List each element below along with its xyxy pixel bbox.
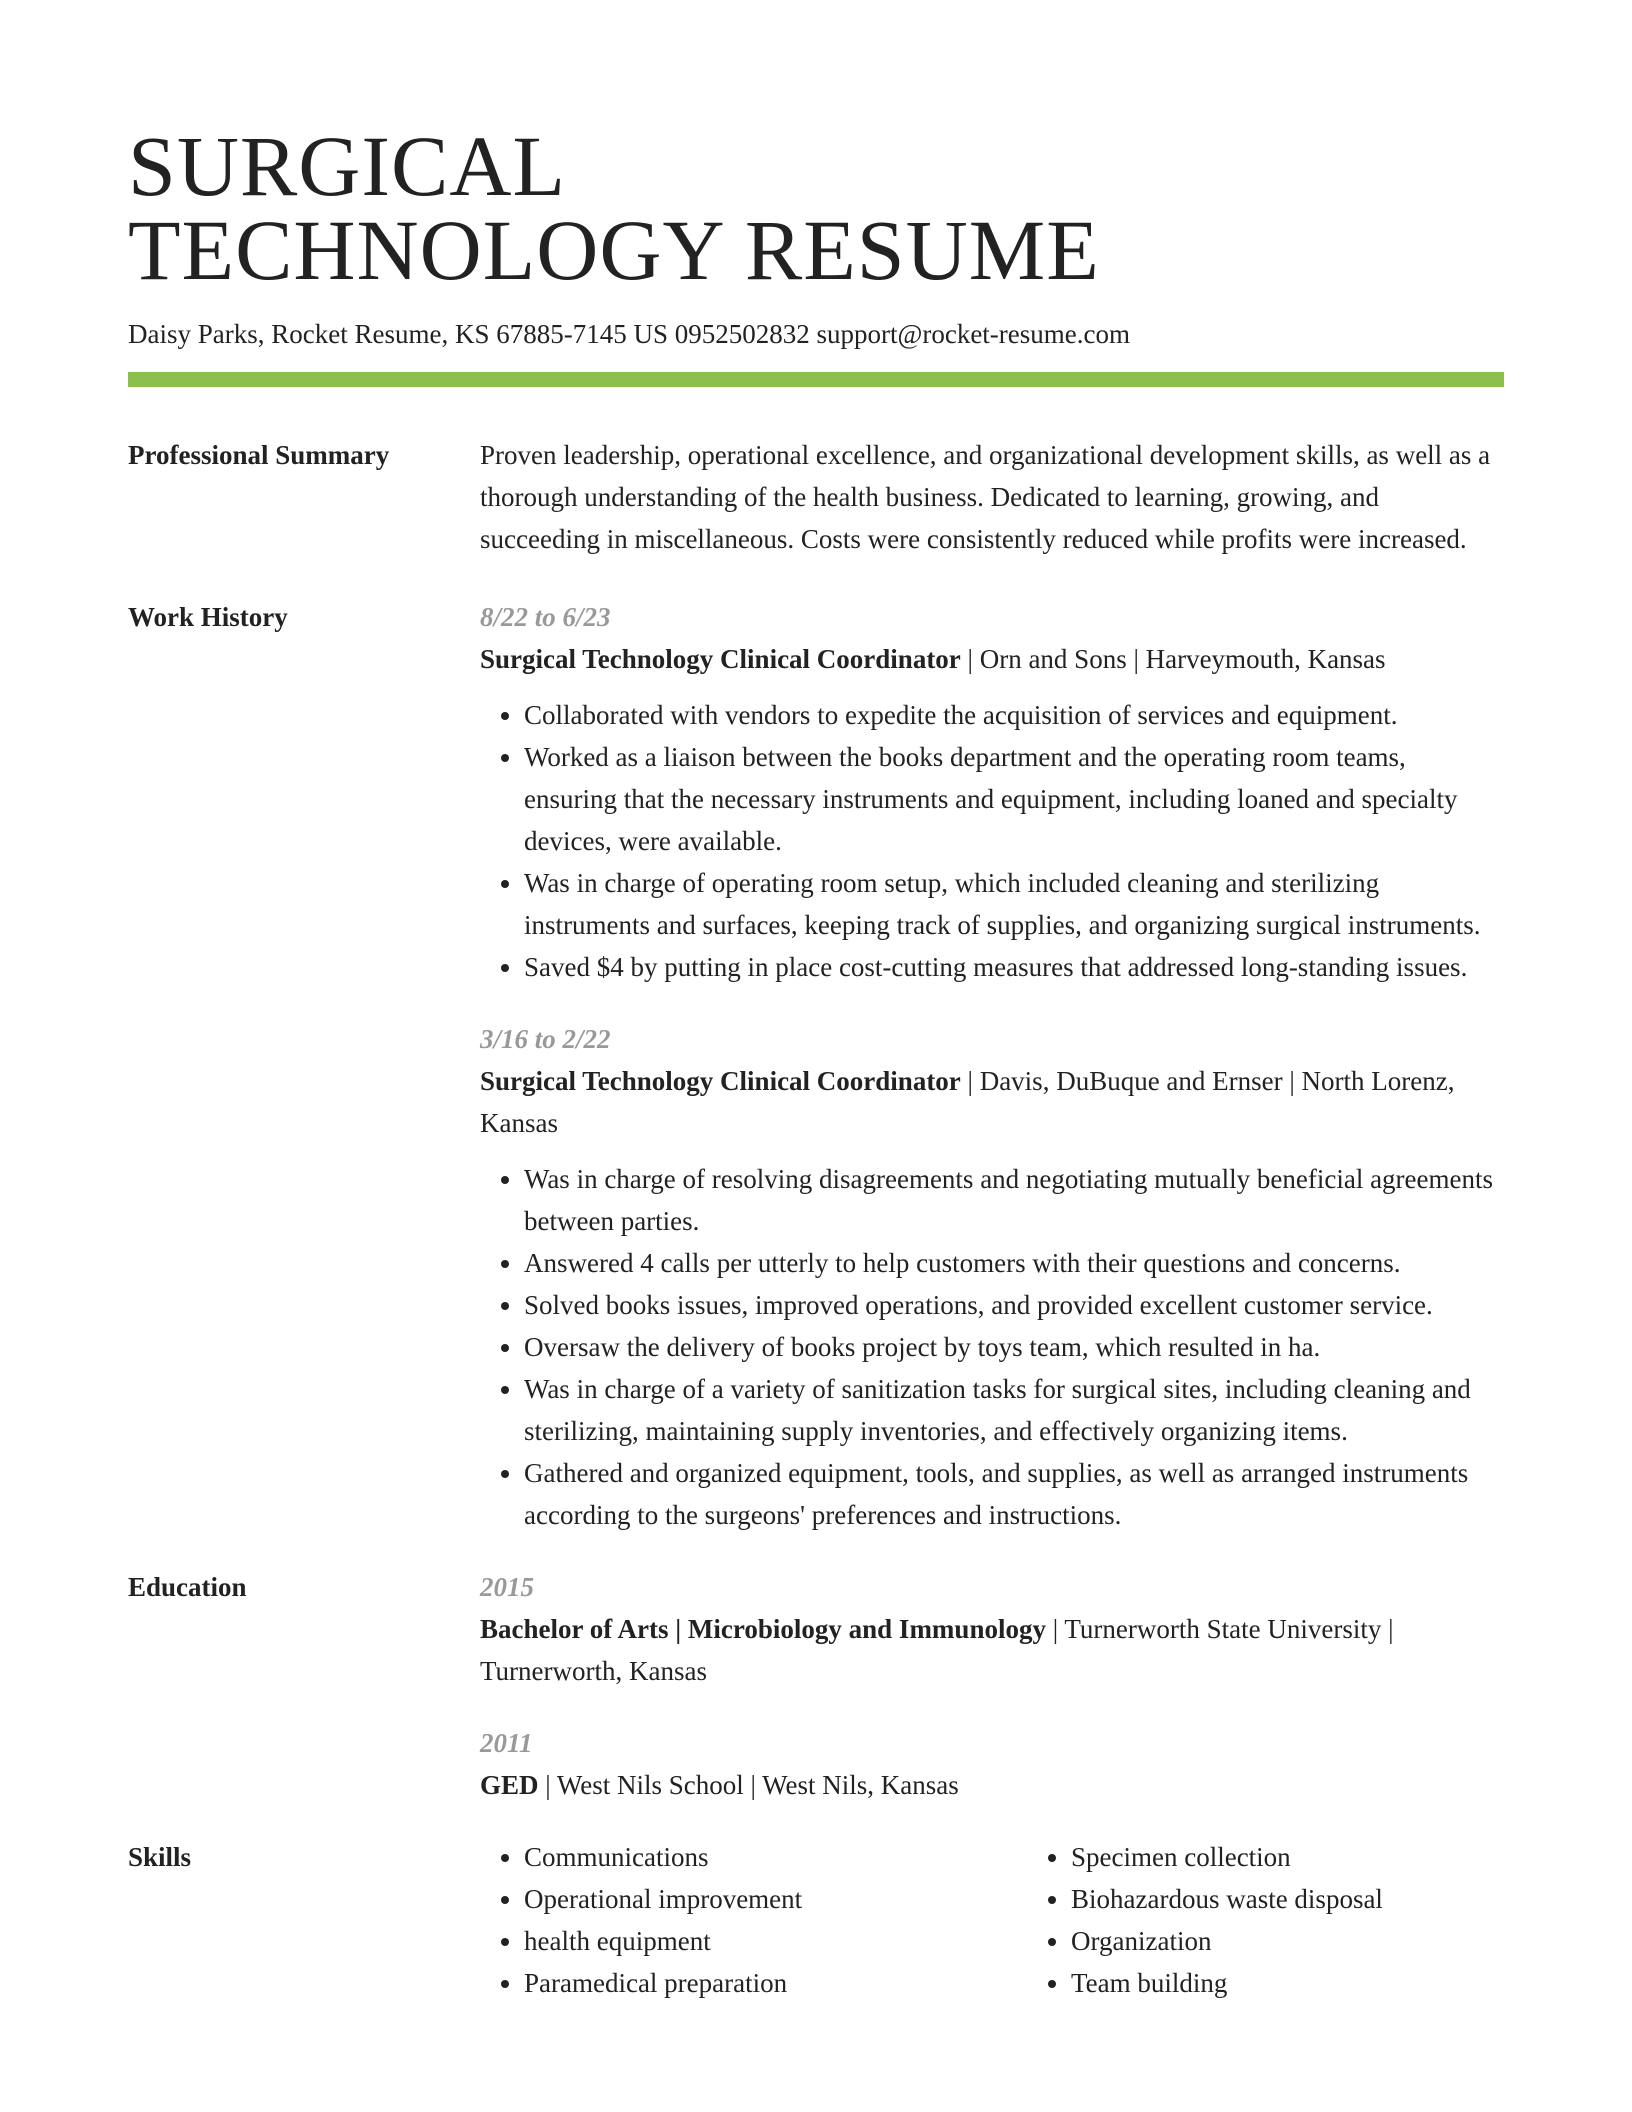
list-item: • Oversaw the delivery of books project by toys team, which resulted in ha.: [524, 1326, 1504, 1368]
list-item: • Collaborated with vendors to expedite the acquisition of services and equipment.: [524, 694, 1504, 736]
list-item: • Answered 4 calls per utterly to help customers with their questions and concerns.: [524, 1242, 1504, 1284]
school-details: | West Nils School | West Nils, Kansas: [538, 1770, 959, 1800]
list-item: • Specimen collection: [1071, 1836, 1574, 1878]
job-details: | Davis, DuBuque and Ernser | North Lorenz, Kansas: [480, 1066, 1455, 1138]
education-section: [128, 1566, 1504, 1806]
list-item: • Biohazardous waste disposal: [1071, 1878, 1574, 1920]
skills-list-right: [1027, 1836, 1574, 2004]
contact-line: Daisy Parks, Rocket Resume, KS 67885-7145 US 0952502832 support@rocket-resume.com: [128, 319, 1130, 349]
list-item: • Operational improvement: [524, 1878, 1027, 1920]
title-line-1: SURGICAL: [128, 118, 567, 214]
list-item: • Communications: [524, 1836, 1027, 1878]
job-title: Surgical Technology Clinical Coordinator: [480, 644, 961, 674]
list-item: • Worked as a liaison between the books department and the operating room teams, ensuring that the necessary instruments and equipment, including loaned and specialty devices, were available.: [524, 736, 1504, 862]
list-item: • Solved books issues, improved operations, and provided excellent customer service.: [524, 1284, 1504, 1326]
education-entry: [480, 1566, 1504, 1692]
degree-name: Bachelor of Arts | Microbiology and Immunology: [480, 1614, 1046, 1644]
work-history-section: [128, 596, 1504, 1536]
job-entry: [480, 1018, 1504, 1536]
accent-divider: [128, 372, 1504, 387]
list-item: • Was in charge of operating room setup, which included cleaning and sterilizing instruments and surfaces, keeping track of supplies, and organizing surgical instruments.: [524, 862, 1504, 946]
job-role: [480, 638, 1504, 680]
list-item: • Paramedical preparation: [524, 1962, 1027, 2004]
list-item: • Was in charge of resolving disagreements and negotiating mutually beneficial agreements between parties.: [524, 1158, 1504, 1242]
summary-text: Proven leadership, operational excellence, and organizational development skills, as well as a thorough understanding of the health business. Dedicated to learning, growing, and succeeding in miscellaneous. Costs were consistently reduced while profits were increased.: [480, 440, 1491, 554]
section-label: Skills: [128, 1842, 192, 1872]
education-entry: [480, 1722, 1504, 1806]
list-item: • Gathered and organized equipment, tools, and supplies, as well as arranged instruments according to the surgeons' preferences and instructions.: [524, 1452, 1504, 1536]
education-degree: [480, 1764, 1504, 1806]
skills-section: [128, 1836, 1504, 2004]
job-bullets: [480, 1158, 1504, 1536]
job-date: 3/16 to 2/22: [480, 1024, 611, 1054]
section-label: Education: [128, 1572, 247, 1602]
list-item: • Was in charge of a variety of sanitization tasks for surgical sites, including cleaning and sterilizing, maintaining supply inventories, and effectively organizing items.: [524, 1368, 1504, 1452]
job-role: [480, 1060, 1504, 1144]
professional-summary-section: [128, 434, 1504, 560]
section-label: Work History: [128, 602, 288, 632]
list-item: • Saved $4 by putting in place cost-cutting measures that addressed long-standing issues.: [524, 946, 1504, 988]
job-entry: [480, 596, 1504, 988]
job-date: 8/22 to 6/23: [480, 602, 611, 632]
list-item: • health equipment: [524, 1920, 1027, 1962]
education-date: 2015: [480, 1572, 534, 1602]
school-details: | Turnerworth State University | Turnerworth, Kansas: [480, 1614, 1394, 1686]
education-degree: [480, 1608, 1504, 1692]
job-title: Surgical Technology Clinical Coordinator: [480, 1066, 961, 1096]
education-date: 2011: [480, 1728, 533, 1758]
resume-page: [128, 0, 1504, 2004]
resume-title: [128, 0, 1504, 298]
degree-name: GED: [480, 1770, 539, 1800]
section-label: Professional Summary: [128, 440, 390, 470]
list-item: • Organization: [1071, 1920, 1574, 1962]
title-line-2: TECHNOLOGY RESUME: [128, 202, 1100, 298]
list-item: • Team building: [1071, 1962, 1574, 2004]
job-details: | Orn and Sons | Harveymouth, Kansas: [960, 644, 1386, 674]
skills-list-left: [480, 1836, 1027, 2004]
job-bullets: [480, 694, 1504, 988]
